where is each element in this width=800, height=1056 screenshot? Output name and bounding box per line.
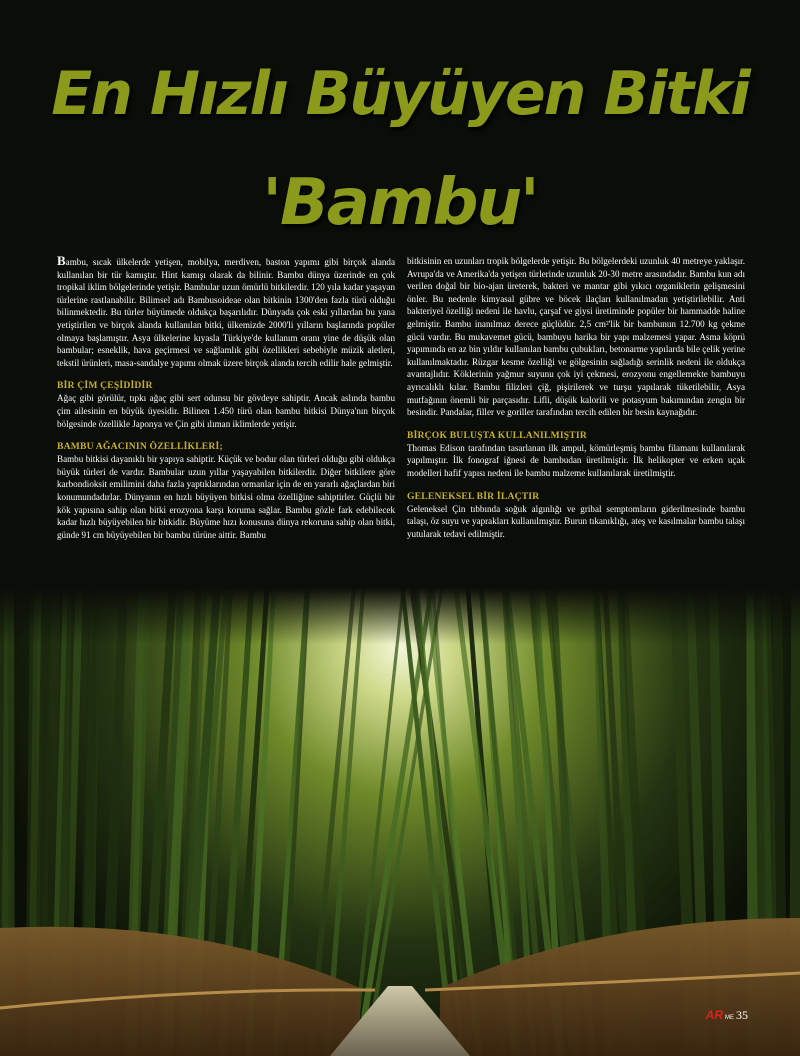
article-title-line-2: 'Bambu'	[262, 166, 538, 240]
magazine-logo-suffix: ME	[725, 1015, 734, 1021]
page-footer	[706, 1008, 748, 1023]
continued-text: bitkisinin en uzunları tropik bölgelerde yetişir. Bu bölgelerdeki uzunluk 40 metreye yaklaşır. Avrupa'da ve Amerika'da yetişen türlerinde uzunluk 20-30 metre arasındadır. Bambu kun adı verilen doğal bir bio-ajan üreterek, bakteri ve mantar gibi yıkıcı organiklerin gelişmesini önler. Bu nedenle kimyasal gübre ve böcek ilaçları kullanılmadan yetiştirilebilir. Anti bakteriyel özelliği nedeni ile havlu, çarşaf ve giysi üretiminde popüler bir hammadde haline gelmiştir. Bambu inanılmaz derece güçlüdür. 2,5 cm²'lik bir bambunun 12.700 kg çekme gücü vardır. Bu mukavemet gücü, bambuyu harika bir yapı malzemesi yapar. Asma köprü yapımında en az bin yıldır kullanılan bambu çubukları, betonarme yapılarda bile çelik yerine kullanılmaktadır. Rüzgar kesme özelliği ve gölgesinin sağladığı serinlik nedeni ile oldukça avantajlıdır. Köklerinin yağmur suyunu çok iyi çekmesi, erozyonu engellemekte bambuyu ayrıcalıklı kılar. Bambu filizleri çiğ, pişirilerek ve turşu yapılarak tüketilebilir, Asya mutfağının önemli bir parçasıdır. Lifli, düşük kalorili ve potasyum bakımından zengin bir besindir. Pandalar, filler ve goriller tarafından tercih edilen bir besin kaynağıdır.	[407, 256, 745, 418]
intro-paragraph	[57, 255, 395, 369]
left-text-column	[57, 255, 395, 551]
magazine-logo: AR	[705, 1008, 723, 1022]
section-text-medicine: Geleneksel Çin tıbbında soğuk algınlığı ve gribal semptomların giderilmesinde bambu talaşı, öz suyu ve yaprakları kullanılmıştır. Burun tıkanıklığı, ateş ve kasılmalar bambu talaşı yutularak tedavi edilmiştir.	[407, 503, 745, 539]
intro-text: ambu, sıcak ülkelerde yetişen, mobilya, merdiven, baston yapımı gibi birçok alanda kullanılan bir tür kamıştır. Hint kamışı olarak da bilinir. Bambu dünya üzerinde en çok tropikal iklim bölgelerinde yetişir. Bambular uzun ömürlü bitkilerdir. 120 yıla kadar yaşayan türlerine rastlanabilir. Bilimsel adı Bambusoideae olan bitkinin 1300'den fazla türü olduğu bilinmektedir. Bu türler büyümede oldukça başarılıdır. Dünyada çok eski yıllardan bu yana yetiştirilen ve birçok alanda kullanılan bitki, ülkemizde 2000'li yılların başlarında popüler olmaya başlamıştır. Asya ülkelerine kıyasla Türkiye'de kullanım oranı yine de düşük olan bambular; esneklik, hava geçirmesi ve sağlamlık gibi özellikleri sebebiyle müzik aletleri, tekstil ürünleri, masa-sandalye yapımı olmak üzere birçok alanda tercih edilir hale gelmiştir.	[57, 257, 395, 368]
section-text-grass: Ağaç gibi görülür, tıpkı ağaç gibi sert odunsu bir gövdeye sahiptir. Ancak aslında bambu çim ailesinin en büyük üyesidir. Bilinen 1.450 türü olan bambu bitkisi Dünya'nın birçok bölgesinde özellikle Japonya ve Çin gibi ılıman iklimlerde yetişir.	[57, 393, 395, 429]
section-heading-features: BAMBU AĞACININ ÖZELLİKLERİ;	[57, 441, 223, 453]
section-heading-grass: BİR ÇİM ÇEŞİDİDİR	[57, 380, 153, 392]
bamboo-forest-image	[0, 588, 800, 1056]
section-heading-medicine: GELENEKSEL BİR İLAÇTIR	[407, 490, 540, 502]
drop-cap: B	[57, 253, 66, 268]
page-number: 35	[736, 1008, 748, 1022]
article-title-line-1: En Hızlı Büyüyen Bitki	[51, 59, 749, 129]
right-text-column	[407, 255, 745, 550]
section-text-features: Bambu bitkisi dayanıklı bir yapıya sahiptir. Küçük ve bodur olan türleri olduğu gibi oldukça büyük türleri de vardır. Bambular uzun yıllar yaşayabilen bitkilerdir. Diğer bitkilere göre karbondioksit emilimini daha fazla yaptıklarından ormanlar için de en yararlı ağaçlardan biri konumundadırlar. Dünyanın en hızlı büyüyen bitkisi olma özelliğine sahiptirler. Güçlü bir kök yapısına sahip olan bitki erozyona karşı koruma sağlar. Bambu gözle fark edebilecek kadar hızlı büyüyebilen bir bitkidir. Büyüme hızı konusuna dünya rekoruna sahip olan bitki, günde 91 cm büyüyebilen bir bambu türüne aittir. Bambu	[57, 454, 395, 540]
section-heading-inventions: BİRÇOK BULUŞTA KULLANILMIŞTIR	[407, 429, 587, 441]
section-text-inventions: Thomas Edison tarafından tasarlanan ilk ampul, kömürleşmiş bambu filamanı kullanılarak yapılmıştır. İlk fonograf iğnesi de bambudan üretilmiştir. İlk helikopter ve erken uçak modelleri hafif yapısı nedeni ile bambu malzeme kullanılarak üretilmiştir.	[407, 442, 745, 478]
